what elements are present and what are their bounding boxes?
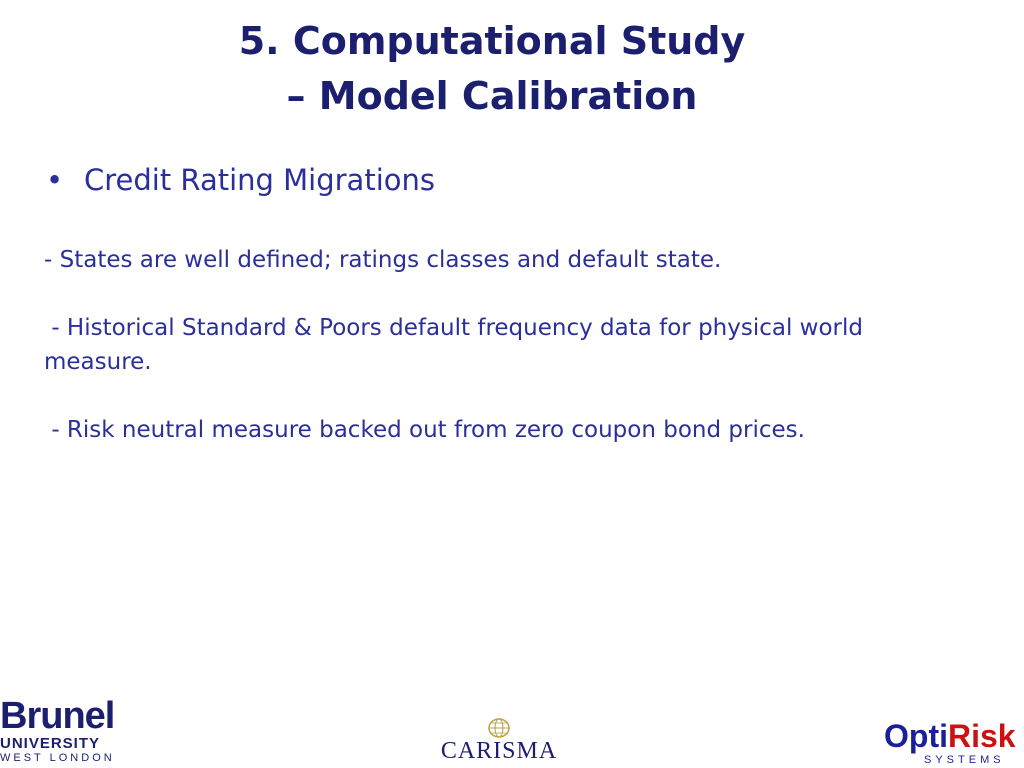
carisma-logo-text: CARISMA bbox=[440, 738, 558, 764]
paragraph-risk-neutral: - Risk neutral measure backed out from zero coupon bond prices. bbox=[44, 417, 805, 443]
carisma-logo bbox=[432, 718, 566, 768]
optirisk-logo-wordmark bbox=[884, 718, 1024, 754]
title-line-1: 5. Computational Study bbox=[238, 19, 746, 63]
title-line-2: – Model Calibration bbox=[286, 74, 698, 118]
bullet-dot-icon: • bbox=[46, 163, 64, 197]
brunel-logo-location: WEST LONDON bbox=[0, 752, 115, 764]
optirisk-logo-systems: SYSTEMS bbox=[924, 754, 1005, 766]
paragraph-states: - States are well defined; ratings classes and default state. bbox=[44, 247, 722, 273]
bullet-text: Credit Rating Migrations bbox=[84, 163, 435, 197]
optirisk-logo-risk: Risk bbox=[947, 718, 1016, 754]
paragraph-historical: - Historical Standard & Poors default frequency data for physical world measure. bbox=[44, 315, 871, 375]
brunel-logo-university: UNIVERSITY bbox=[0, 735, 101, 752]
optirisk-logo-opti: Opti bbox=[884, 718, 948, 754]
slide-title bbox=[0, 14, 984, 124]
brunel-logo-name: Brunel bbox=[0, 695, 115, 737]
globe-icon bbox=[487, 718, 511, 738]
bullet-item bbox=[46, 160, 435, 200]
brunel-logo bbox=[0, 696, 120, 768]
optirisk-logo bbox=[884, 718, 1024, 768]
